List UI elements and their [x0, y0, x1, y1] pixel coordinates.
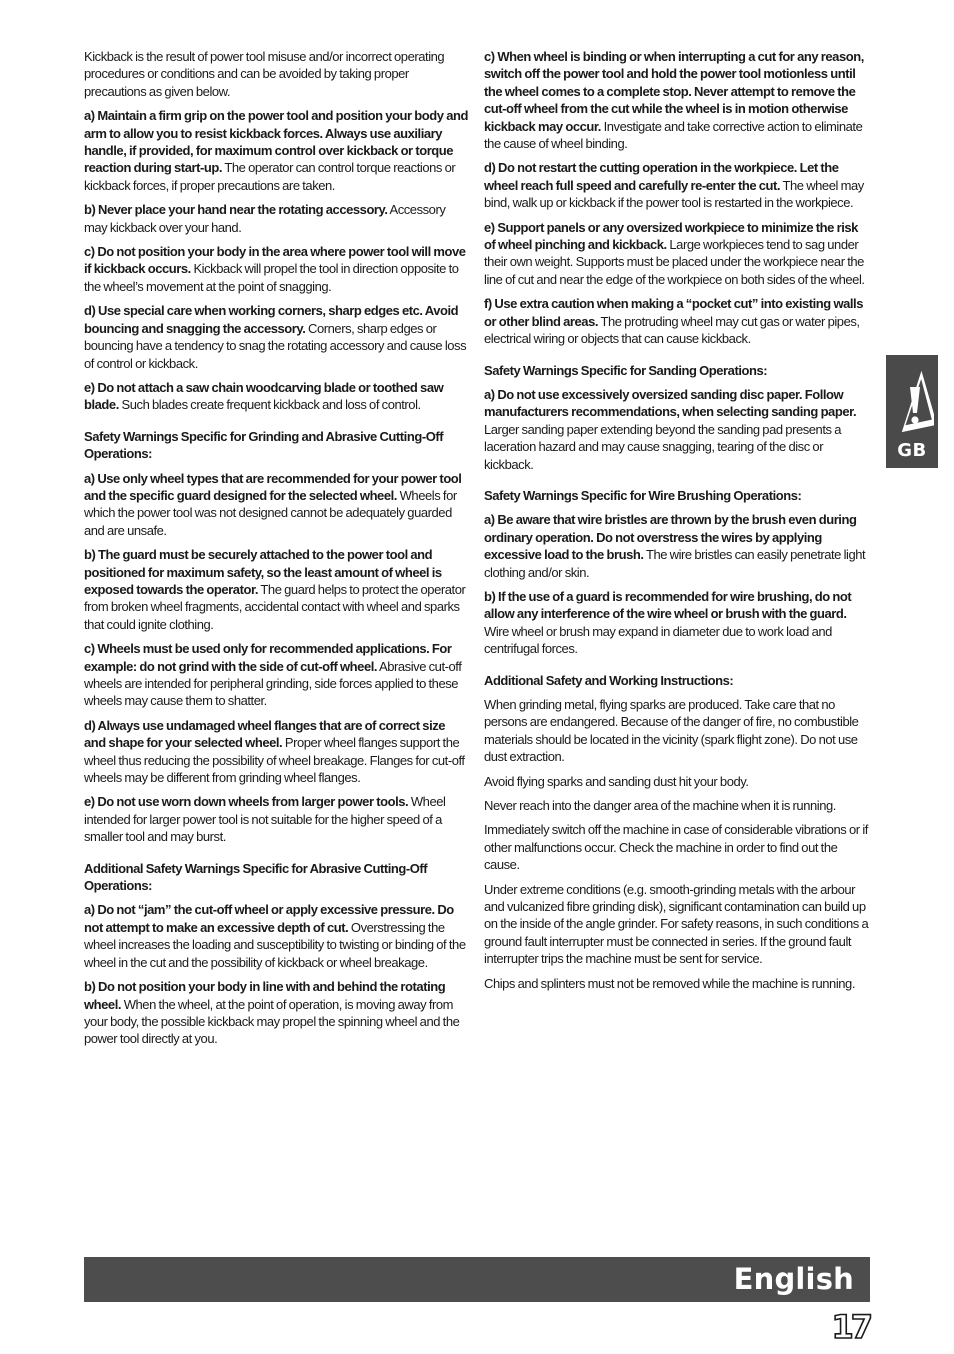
abrasive-item-a: a) Do not “jam” the cut-off wheel or apply excessive pressure. Do not attempt to make an excessive depth of cut. Overstressing the wheel increases the loading and susceptibility to twisting or binding of the wheel in the cut and the possibility of kickback or wheel breakage.: [84, 902, 466, 970]
additional-paragraph-3: Never reach into the danger area of the machine when it is running.: [484, 798, 836, 814]
wire-item-a: a) Be aware that wire bristles are thrown by the brush even during ordinary operation. Do not overstress the wires by applying excessive load to the brush. The wire bristles can easily penetrate light clothing and/or skin.: [484, 512, 866, 580]
footer-language-bar: [84, 1257, 870, 1302]
warning-item-e: e) Do not attach a saw chain woodcarving blade or toothed saw blade. Such blades create frequent kickback and loss of control.: [84, 379, 444, 413]
cutting-item-c: c) When wheel is binding or when interrupting a cut for any reason, switch off the power tool and hold the power tool motionless until the wheel comes to a complete stop. Never attempt to remove the cut-off wheel from the cut while the wheel is in motion otherwise kickback may occur. Investigate and take corrective action to eliminate the cause of wheel binding.: [484, 49, 864, 152]
additional-paragraph-1: When grinding metal, flying sparks are produced. Take care that no persons are endangered. Because of the danger of fire, no combustible materials should be located in the vicinity (spark flight zone). Do not use dust extraction.: [484, 697, 859, 765]
right-column: [484, 48, 870, 999]
sanding-item-a: a) Do not use excessively oversized sanding disc paper. Follow manufacturers recommendations, when selecting sanding paper. Larger sanding paper extending beyond the sanding pad presents a laceration hazard and may cause snagging, tearing of the disc or kickback.: [484, 386, 857, 472]
language-tab: [886, 355, 938, 468]
grinding-item-a: a) Use only wheel types that are recommended for your power tool and the specific guard designed for the selected wheel. Wheels for which the power tool was not designed cannot be adequately guarded and are unsafe.: [84, 470, 462, 538]
warning-item-c: c) Do not position your body in the area where power tool will move if kickback occurs. Kickback will propel the tool in direction opposite to the wheel’s movement at the point of snagging.: [84, 244, 466, 294]
left-column: [84, 48, 468, 1055]
additional-paragraph-5: Under extreme conditions (e.g. smooth-grinding metals with the arbour and vulcanized fibre grinding disk), significant contamination can build up on the inside of the angle grinder. For safety reasons, in such conditions a ground fault interrupter must be connected in series. If the ground fault interrupter trips the machine must be sent for service.: [484, 881, 869, 967]
wire-item-b: b) If the use of a guard is recommended for wire brushing, do not allow any interference of the wire wheel or brush with the guard. Wire wheel or brush may expand in diameter due to work load and centrifugal forces.: [484, 588, 852, 657]
warning-item-b: b) Never place your hand near the rotating accessory. Accessory may kickback over your hand.: [84, 202, 446, 235]
abrasive-item-b: b) Do not position your body in line with and behind the rotating wheel. When the wheel, at the point of operation, is moving away from your body, the possible kickback may propel the spinning wheel and the power tool directly at you.: [84, 979, 460, 1047]
cutting-item-e: e) Support panels or any oversized workpiece to minimize the risk of wheel pinching and kickback. Large workpieces tend to sag under their own weight. Supports must be placed under the workpiece near the line of cut and near the edge of the workpiece on both sides of the wheel.: [484, 219, 865, 287]
cutting-item-f: f) Use extra caution when making a “pocket cut” into existing walls or other blind areas. The protruding wheel may cut gas or water pipes, electrical wiring or objects that can cause kickback.: [484, 296, 863, 347]
additional-paragraph-6: Chips and splinters must not be removed while the machine is running.: [484, 975, 855, 991]
heading-grinding: Safety Warnings Specific for Grinding and Abrasive Cutting-Off Operations:: [84, 428, 444, 462]
language-code: GB: [897, 440, 927, 461]
grinding-item-b: b) The guard must be securely attached to the power tool and positioned for maximum safety, so the least amount of wheel is exposed towards the operator. The guard helps to protect the operator from broken wheel fragments, accidental contact with wheel and sparks that could ignite clothing.: [84, 547, 466, 632]
additional-paragraph-4: Immediately switch off the machine in case of considerable vibrations or if other malfunctions occur. Check the machine in order to find out the cause.: [484, 822, 868, 873]
page-number: 17: [831, 1308, 870, 1346]
warning-exclamation-icon: [890, 363, 934, 435]
grinding-item-c: c) Wheels must be used only for recommended applications. For example: do not grind with the side of cut-off wheel. Abrasive cut-off wheels are intended for peripheral grinding, side forces applied to these wheels may cause them to shatter.: [84, 641, 462, 709]
heading-sanding: Safety Warnings Specific for Sanding Operations:: [484, 362, 768, 378]
heading-abrasive-cutting: Additional Safety Warnings Specific for Abrasive Cutting-Off Operations:: [84, 860, 428, 894]
heading-wire-brushing: Safety Warnings Specific for Wire Brushing Operations:: [484, 487, 802, 503]
heading-additional-instructions: Additional Safety and Working Instructions:: [484, 672, 734, 688]
cutting-item-d: d) Do not restart the cutting operation in the workpiece. Let the wheel reach full speed and carefully re-enter the cut. The wheel may bind, walk up or kickback if the power tool is restarted in the workpiece.: [484, 160, 864, 211]
grinding-item-e: e) Do not use worn down wheels from larger power tools. Wheel intended for larger power tool is not suitable for the higher speed of a smaller tool and may burst.: [84, 794, 446, 845]
additional-paragraph-2: Avoid flying sparks and sanding dust hit your body.: [484, 773, 749, 789]
grinding-item-d: d) Always use undamaged wheel flanges that are of correct size and shape for your selected wheel. Proper wheel flanges support the wheel thus reducing the possibility of wheel breakage. Flanges for cut-off wheels may be different from grinding wheel flanges.: [84, 717, 465, 786]
kickback-intro: Kickback is the result of power tool misuse and/or incorrect operating procedures or conditions and can be avoided by taking proper precautions as given below.: [84, 49, 445, 99]
warning-item-d: d) Use special care when working corners, sharp edges etc. Avoid bouncing and snagging the accessory. Corners, sharp edges or bouncing have a tendency to snag the rotating accessory and cause loss of control or kickback.: [84, 303, 467, 371]
warning-item-a: a) Maintain a firm grip on the power tool and position your body and arm to allow you to resist kickback forces. Always use auxiliary handle, if provided, for maximum control over kickback or torque reaction during start-up. The operator can control torque reactions or kickback forces, if proper precautions are taken.: [84, 108, 468, 193]
language-label: English: [733, 1262, 854, 1296]
